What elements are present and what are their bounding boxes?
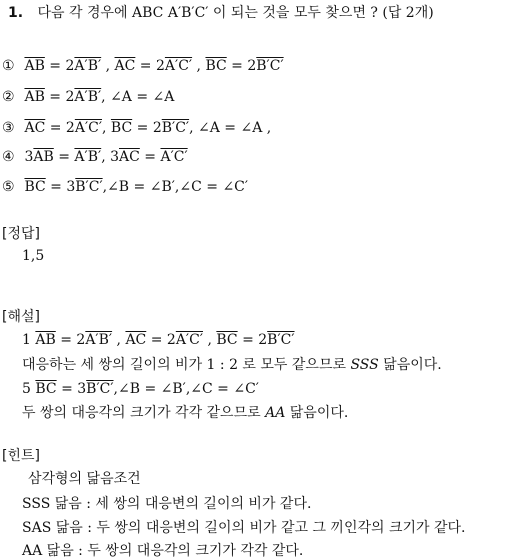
math-text: , 3: [101, 149, 119, 165]
segment: A′B′: [74, 58, 102, 74]
segment: $\overline{BC}$: [35, 381, 57, 397]
math-text: = 2: [44, 89, 75, 105]
option-3-marker: ③: [2, 120, 15, 136]
segment: A′B′: [74, 89, 102, 105]
math-text: = 2: [132, 120, 162, 136]
math-text: ,∠B = ∠B′,∠C = ∠C′: [113, 381, 259, 397]
option-1: [2, 57, 284, 75]
math-text: =: [53, 149, 75, 165]
segment: $\overline{BC}$: [205, 58, 227, 74]
option-3: [2, 119, 271, 137]
math-text: 1: [22, 332, 36, 348]
math-text: ,: [102, 120, 111, 136]
explanation-line-4: [22, 404, 348, 422]
segment: A′C′: [164, 58, 193, 74]
segment: $\overline{AC}$: [24, 120, 46, 136]
hint-title: 삼각형의 닮음조건: [28, 471, 141, 487]
segment: $\overline{AB}$: [35, 332, 56, 348]
option-5-marker: ⑤: [2, 179, 15, 195]
segment: B′C′: [256, 58, 284, 74]
math-text: = 2: [55, 332, 86, 348]
explanation-line-2-pre: 대응하는 세 쌍의 길이의 비가 1 : 2 로 모두 같으므로: [22, 357, 351, 373]
segment: A′C′: [175, 332, 203, 348]
hint-header: [힌트]: [2, 448, 40, 464]
option-5-math: [24, 179, 248, 195]
segment: B′C′: [86, 381, 114, 397]
segment: $\overline{AC}$: [119, 149, 140, 165]
answer-header: [정답]: [2, 226, 40, 242]
segment: $\overline{AB}$: [33, 149, 54, 165]
option-1-math: [24, 58, 283, 74]
explanation-line-1: [22, 331, 295, 349]
option-4-math: [24, 149, 187, 165]
hint-sss: SSS 닮음 : 세 쌍의 대응변의 길이의 비가 같다.: [22, 496, 312, 512]
segment: A′C′: [160, 149, 188, 165]
explanation-line-4-pre: 두 쌍의 대응각의 크기가 각각 같으므로: [22, 405, 266, 421]
segment: A′C′: [74, 120, 103, 136]
math-text: = 2: [45, 120, 75, 136]
math-text: = 3: [56, 381, 87, 397]
segment: $\overline{BC}$: [110, 120, 133, 136]
question-number: 1.: [8, 5, 24, 21]
question-line: [8, 4, 434, 22]
explanation-header: [해설]: [2, 309, 40, 325]
option-2-marker: ②: [2, 89, 15, 105]
question-text: 다음 각 경우에 ABC A′B′C′ 이 되는 것을 모두 찾으면 ? (답 2개): [37, 5, 434, 21]
segment: $\overline{AB}$: [24, 58, 45, 74]
math-text: = 3: [45, 179, 76, 195]
math-text: ,∠B = ∠B′,∠C = ∠C′: [102, 179, 249, 195]
math-text: , ∠A = ∠A ,: [189, 120, 272, 136]
option-4-marker: ④: [2, 149, 15, 165]
segment: $\overline{AC}$: [125, 332, 147, 348]
answer-value: 1,5: [22, 248, 45, 264]
math-text: =: [139, 149, 161, 165]
option-2-math: [24, 89, 174, 105]
segment: B′C′: [75, 179, 103, 195]
segment: $\overline{BC}$: [216, 332, 238, 348]
math-text: = 2: [135, 58, 165, 74]
segment: B′C′: [161, 120, 190, 136]
option-3-math: [24, 120, 271, 136]
math-text: 3: [24, 149, 34, 165]
math-text: = 2: [226, 58, 257, 74]
segment: B′C′: [267, 332, 295, 348]
math-text: = 2: [44, 58, 75, 74]
explanation-line-3: [22, 380, 259, 398]
segment: A′B′: [85, 332, 113, 348]
explanation-line-4-post: 닮음이다.: [285, 405, 349, 421]
segment: $\overline{AC}$: [114, 58, 136, 74]
hint-aa: AA 닮음 : 두 쌍의 대응각의 크기가 각각 같다.: [22, 543, 304, 559]
math-text: = 2: [146, 332, 176, 348]
segment: $\overline{BC}$: [24, 179, 46, 195]
explanation-line-4-aa: AA: [265, 405, 286, 421]
option-4: [2, 148, 188, 166]
segment: A′B′: [74, 149, 102, 165]
math-text: 5: [22, 381, 36, 397]
math-text: ,: [112, 332, 126, 348]
math-text: ,: [101, 58, 115, 74]
segment: $\overline{AB}$: [24, 89, 45, 105]
math-text: , ∠A = ∠A: [101, 89, 175, 105]
option-2: [2, 88, 174, 106]
explanation-line-2-sss: SSS: [350, 357, 379, 373]
math-text: = 2: [237, 332, 268, 348]
math-text: ,: [192, 58, 206, 74]
hint-sas: SAS 닮음 : 두 쌍의 대응변의 길이의 비가 같고 그 끼인각의 크기가 같다.: [22, 520, 466, 536]
option-5: [2, 178, 248, 196]
explanation-line-2: [22, 356, 442, 374]
explanation-line-2-post: 닮음이다.: [378, 357, 442, 373]
math-text: ,: [203, 332, 217, 348]
option-1-marker: ①: [2, 58, 15, 74]
